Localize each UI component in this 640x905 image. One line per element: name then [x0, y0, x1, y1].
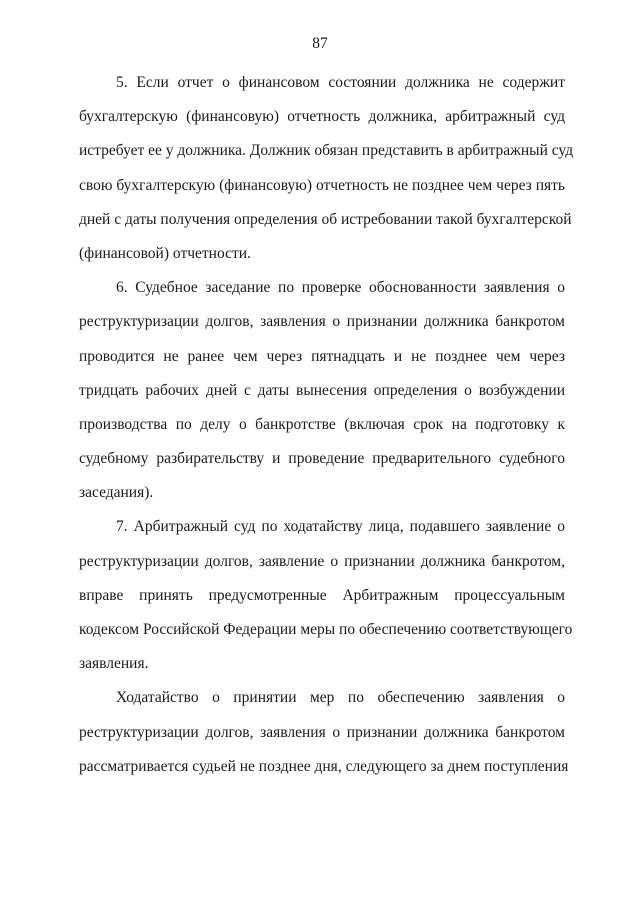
- text-line: рассматривается судьей не позднее дня, следующего за днем поступления: [79, 757, 569, 775]
- text-line: истребует ее у должника. Должник обязан представить в арбитражный суд: [79, 142, 574, 160]
- text-line: свою бухгалтерскую (финансовую) отчетность не позднее чем через пять: [79, 176, 565, 194]
- text-line: реструктуризации долгов, заявление о признании должника банкротом,: [79, 552, 565, 570]
- text-line: реструктуризации долгов, заявления о признании должника банкротом: [79, 723, 565, 741]
- paragraph-6: [79, 271, 565, 510]
- paragraph-7: [79, 510, 573, 681]
- document-body: [79, 66, 574, 784]
- text-line: реструктуризации долгов, заявления о признании должника банкротом: [79, 313, 565, 331]
- text-line: проводится не ранее чем через пятнадцать и не позднее чем через: [79, 347, 565, 365]
- text-line: 6. Судебное заседание по проверке обоснованности заявления о: [116, 279, 565, 297]
- text-line: Ходатайство о принятии мер по обеспечению заявления о: [116, 689, 565, 707]
- text-line: производства по делу о банкротстве (включая срок на подготовку к: [79, 415, 565, 433]
- text-line: бухгалтерскую (финансовую) отчетность должника, арбитражный суд: [79, 108, 565, 126]
- text-line: дней с даты получения определения об истребовании такой бухгалтерской: [79, 210, 572, 228]
- text-line: вправе принять предусмотренные Арбитражным процессуальным: [79, 586, 565, 604]
- text-line: кодексом Российской Федерации меры по обеспечению соответствующего: [79, 621, 573, 638]
- text-line: судебному разбирательству и проведение предварительного судебного: [79, 450, 565, 468]
- paragraph-motion: [79, 681, 569, 784]
- text-line: 5. Если отчет о финансовом состоянии должника не содержит: [116, 74, 565, 91]
- text-line: (финансовой) отчетности.: [79, 244, 251, 262]
- text-line: заявления.: [79, 655, 149, 673]
- page-number: 87: [312, 35, 328, 52]
- text-line: заседания).: [79, 484, 154, 502]
- text-line: тридцать рабочих дней с даты вынесения определения о возбуждении: [79, 381, 565, 399]
- paragraph-5: [79, 66, 574, 271]
- text-line: 7. Арбитражный суд по ходатайству лица, подавшего заявление о: [116, 518, 565, 536]
